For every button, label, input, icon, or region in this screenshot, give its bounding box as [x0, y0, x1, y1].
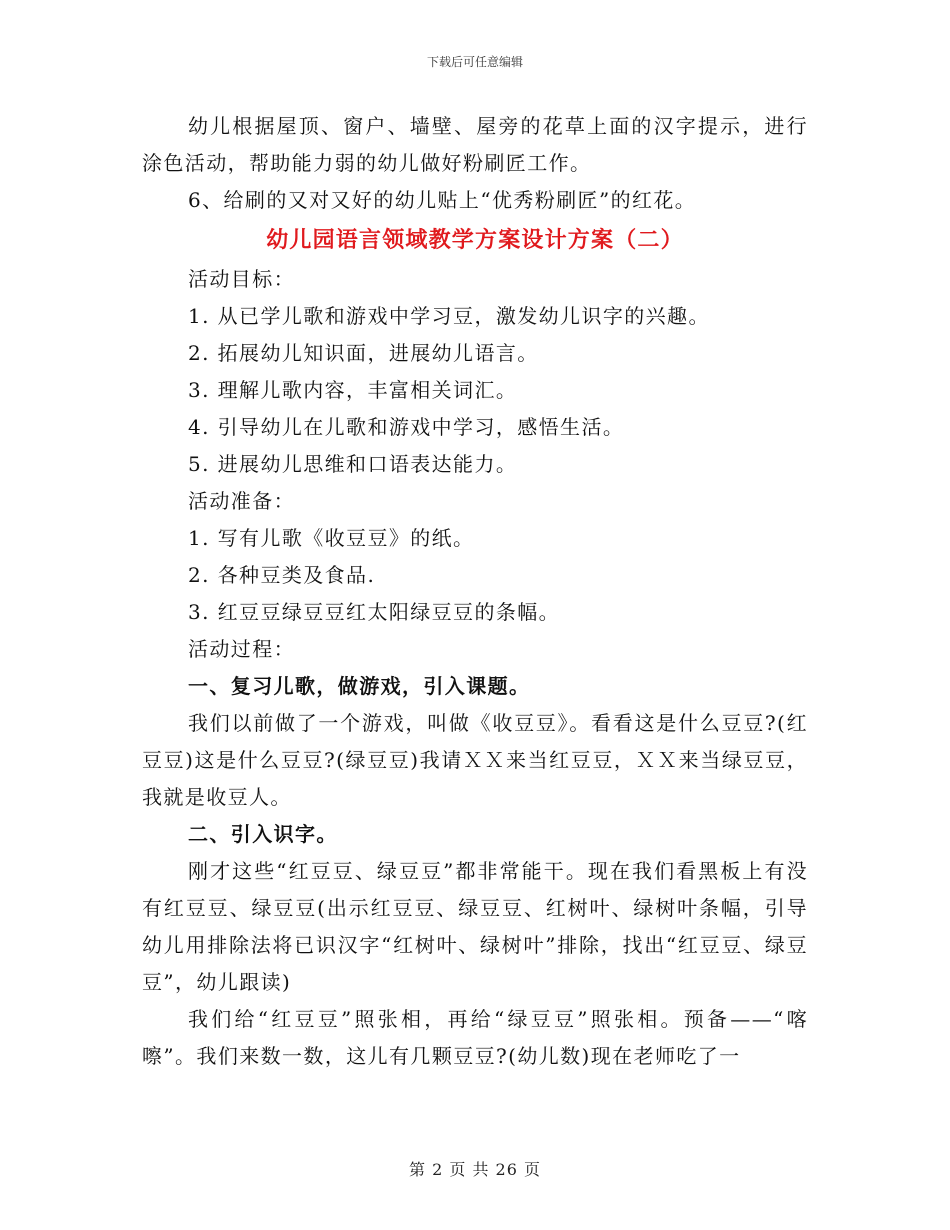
step2-heading: 二、引入识字。 — [188, 822, 338, 846]
page-number: 第 2 页 共 26 页 — [409, 1160, 541, 1179]
section-title: 幼儿园语言领域教学方案设计方案（二） — [266, 227, 684, 253]
intro-paragraph: 幼儿根据屋顶、窗户、墙壁、屋旁的花草上面的汉字提示，进行涂色活动，帮助能力弱的幼儿做好粉刷匠工作。 — [142, 114, 808, 175]
process-heading: 活动过程： — [188, 637, 295, 661]
step2-paragraph-2: 我们给“红豆豆”照张相，再给“绿豆豆”照张相。预备——“喀嚓”。我们来数一数，这儿有几颗豆豆?(幼儿数)现在老师吃了一 — [142, 1007, 808, 1068]
step1-paragraph: 我们以前做了一个游戏，叫做《收豆豆》。看看这是什么豆豆?(红豆豆)这是什么豆豆?(绿豆豆)我请ＸＸ来当红豆豆，ＸＸ来当绿豆豆，我就是收豆人。 — [142, 711, 808, 809]
prep-item-3: 3. 红豆豆绿豆豆红太阳绿豆豆的条幅。 — [188, 600, 561, 624]
goal-item-3: 3. 理解儿歌内容，丰富相关词汇。 — [188, 378, 518, 402]
prep-item-2: 2. 各种豆类及食品. — [188, 563, 376, 587]
goal-item-2: 2. 拓展幼儿知识面，进展幼儿语言。 — [188, 341, 539, 365]
goals-heading: 活动目标： — [188, 267, 295, 291]
step2-paragraph-1: 刚才这些“红豆豆、绿豆豆”都非常能干。现在我们看黑板上有没有红豆豆、绿豆豆(出示红豆豆、绿豆豆、红树叶、绿树叶条幅，引导幼儿用排除法将已识汉字“红树叶、绿树叶”排除，找出“红豆豆、绿豆豆”，幼儿跟读) — [142, 859, 808, 994]
goal-item-1: 1. 从已学儿歌和游戏中学习豆，激发幼儿识字的兴趣。 — [188, 304, 710, 328]
list-item-6: 6、给刷的又对又好的幼儿贴上“优秀粉刷匠”的红花。 — [188, 188, 697, 212]
prep-item-1: 1. 写有儿歌《收豆豆》的纸。 — [188, 526, 475, 550]
header-note: 下载后可任意编辑 — [426, 55, 523, 69]
goal-item-5: 5. 进展幼儿思维和口语表达能力。 — [188, 452, 518, 476]
document-body — [142, 108, 808, 1075]
goal-item-4: 4. 引导幼儿在儿歌和游戏中学习，感悟生活。 — [188, 415, 625, 439]
prep-heading: 活动准备： — [188, 489, 295, 513]
step1-heading: 一、复习儿歌，做游戏，引入课题。 — [188, 674, 531, 698]
